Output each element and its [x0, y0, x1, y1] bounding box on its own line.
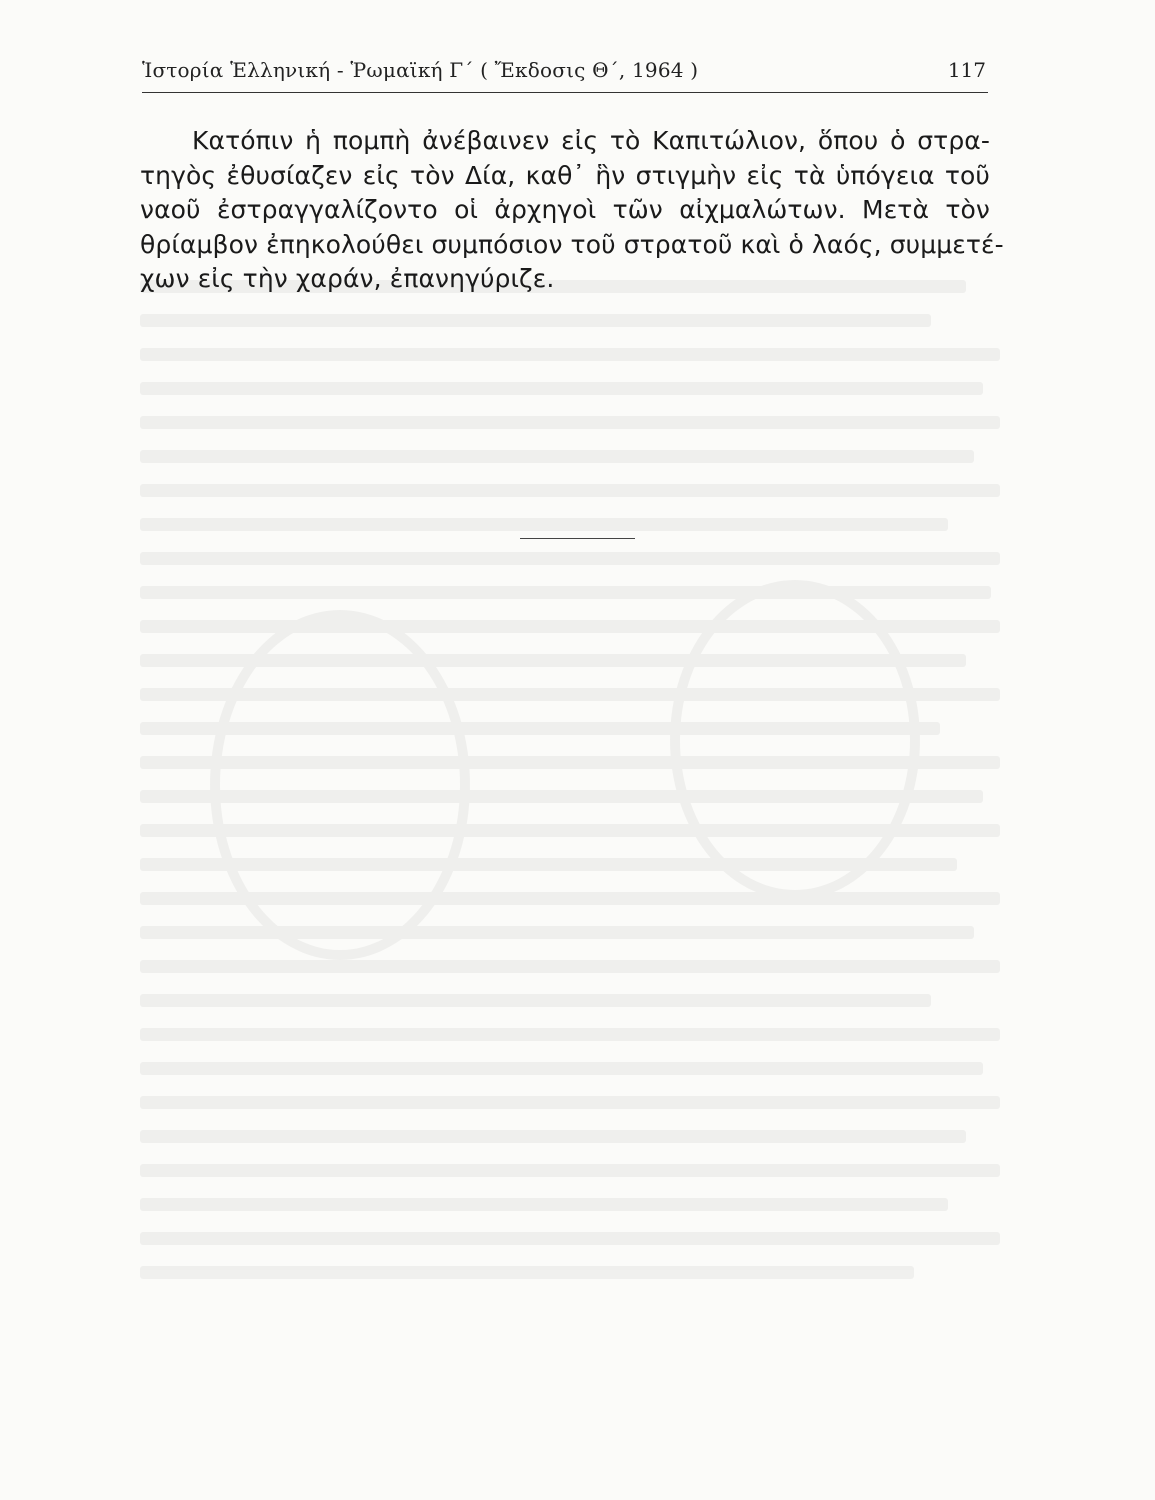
page-header: [142, 58, 988, 93]
reverse-side-bleed-through: [140, 280, 1000, 1330]
section-end-rule: [520, 538, 635, 539]
body-paragraph: [140, 124, 1004, 297]
running-head: Ἱστορία Ἑλληνική - Ῥωμαϊκή Γ΄ ( Ἔκδοσις Θ΄, 1964 ): [142, 58, 699, 82]
text-line: χων εἰς τὴν χαράν, ἐπανηγύριζε.: [140, 264, 555, 293]
page-number: 117: [947, 58, 986, 82]
text-line: ναοῦ ἐστραγγαλίζοντο οἱ ἀρχηγοὶ τῶν αἰχμαλώτων. Μετὰ τὸν: [140, 195, 990, 224]
text-line: θρίαμβον ἐπηκολούθει συμπόσιον τοῦ στρατοῦ καὶ ὁ λαός, συμμετέ-: [140, 229, 1004, 259]
text-line: Κατόπιν ἡ πομπὴ ἀνέβαινεν εἰς τὸ Καπιτώλιον, ὅπου ὁ στρα-: [192, 126, 990, 155]
text-line: τηγὸς ἐθυσίαζεν εἰς τὸν Δία, καθ᾿ ἣν στιγμὴν εἰς τὰ ὑπόγεια τοῦ: [140, 160, 990, 190]
